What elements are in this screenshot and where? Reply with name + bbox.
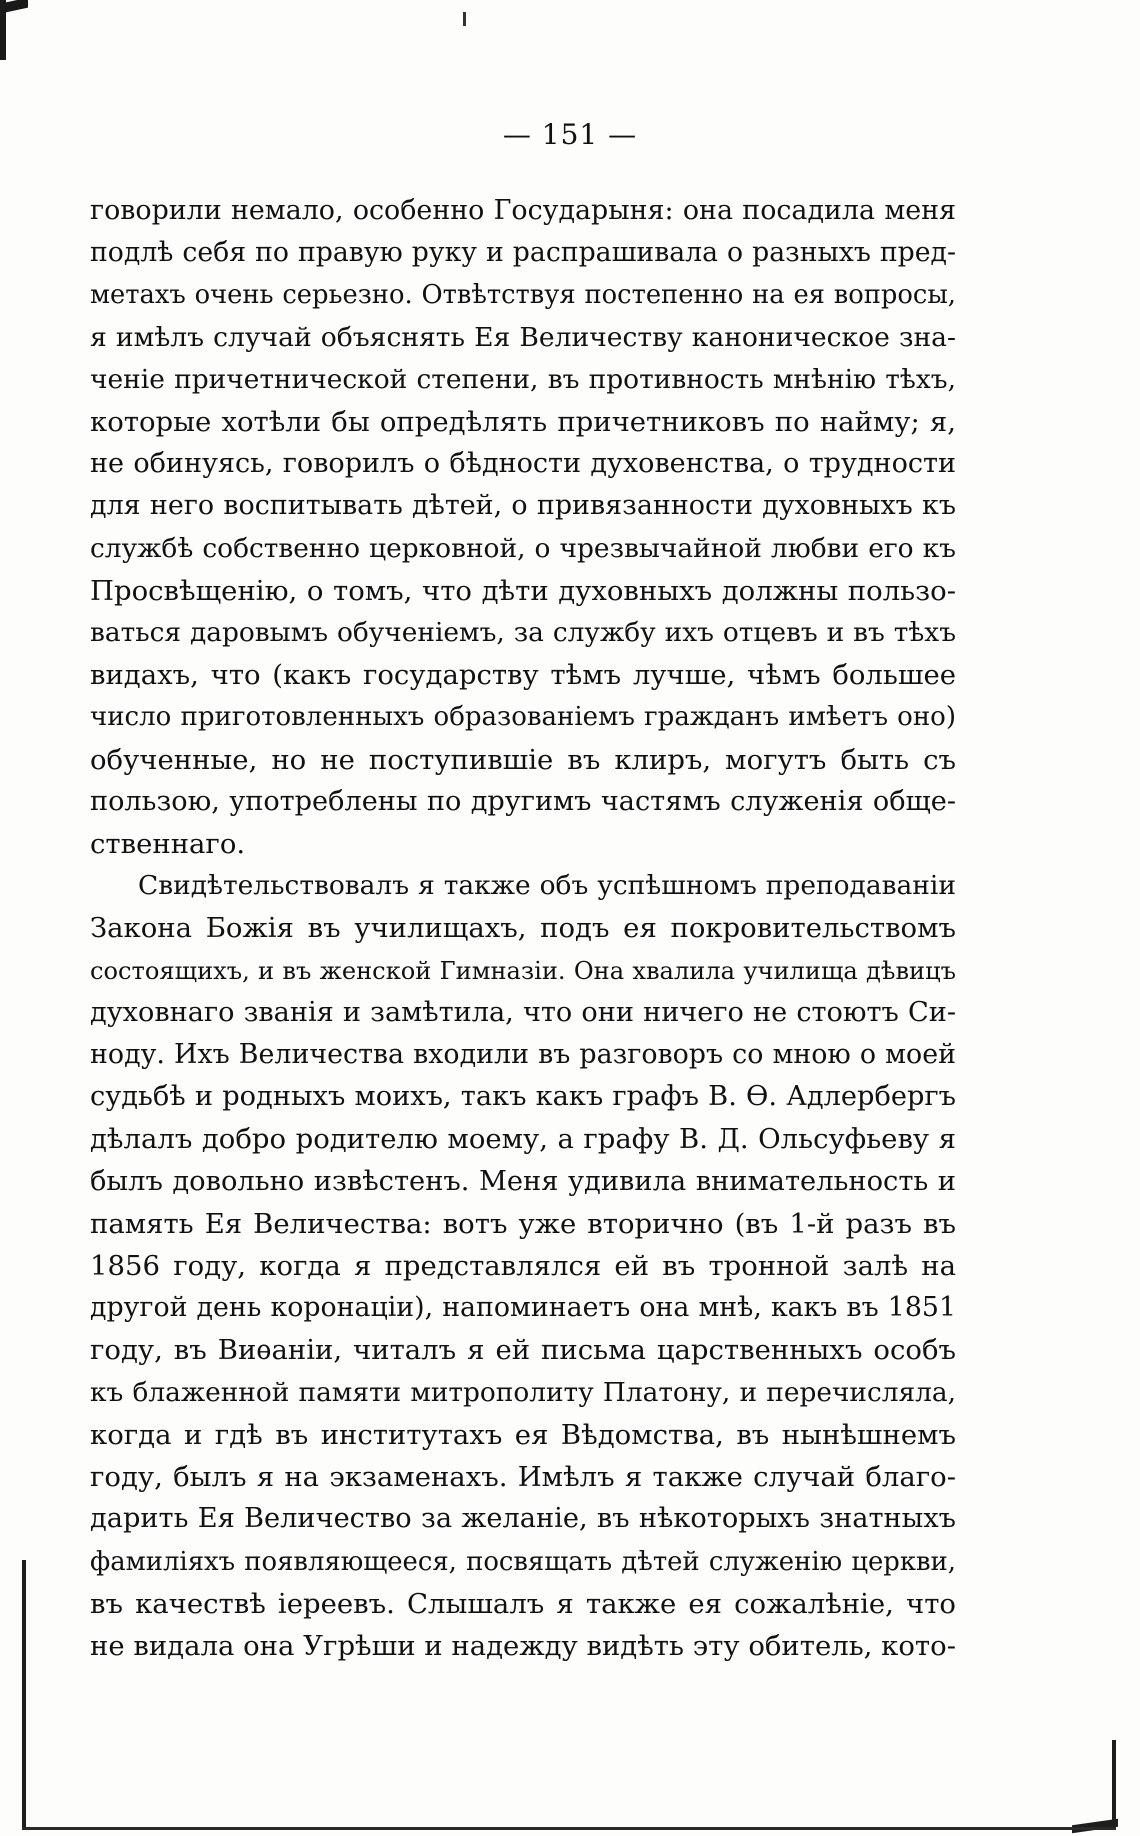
text-line: число приготовленныхъ образованіемъ гражданъ имѣетъ оно) [90, 702, 956, 733]
text-line: ноду. Ихъ Величества входили въ разговоръ со мною о моей [90, 1039, 956, 1071]
text-line: году, въ Виѳаніи, читалъ я ей письма царственныхъ особъ [90, 1334, 956, 1367]
text-line: говорили немало, особенно Государыня: она посадила меня [90, 195, 956, 226]
text-line: году, былъ я на экзаменахъ. Имѣлъ я также случай благо- [90, 1461, 956, 1494]
text-line: 1856 году, когда я представлялся ей въ тронной залѣ на [90, 1250, 956, 1283]
text-line: Просвѣщенію, о томъ, что дѣти духовныхъ должны пользо- [90, 574, 956, 607]
text-line: состоящихъ, и въ женской Гимназіи. Она хвалила училища дѣвицъ [90, 956, 956, 985]
text-line: метахъ очень серьезно. Отвѣтствуя постепенно на ея вопросы, [90, 280, 956, 311]
text-line: я имѣлъ случай объяснять Ея Величеству каноническое зна- [90, 321, 956, 353]
text-line: Свидѣтельствовалъ я также объ успѣшномъ преподаваніи [138, 870, 956, 902]
paragraph-1 [90, 190, 956, 865]
scan-edge-left [22, 1560, 26, 1830]
text-line: которые хотѣли бы опредѣлять причетниковъ по найму; я, [90, 406, 956, 439]
text-line: фамиліяхъ появляющееся, посвящать дѣтей служенію церкви, [90, 1546, 956, 1577]
text-line: ченіе причетнической степени, въ противность мнѣнію тѣхъ, [90, 363, 956, 395]
text-line: подлѣ себя по правую руку и распрашивала о разныхъ пред- [90, 237, 956, 269]
text-line: пользою, употреблены по другимъ частямъ служенія обще- [90, 785, 956, 817]
scan-edge-right [1112, 1740, 1116, 1830]
scan-mark [463, 12, 466, 26]
text-line: ственнаго. [90, 828, 246, 861]
text-line: Закона Божія въ училищахъ, подъ ея покровительствомъ [90, 912, 956, 945]
text-line: не обинуясь, говорилъ о бѣдности духовенства, о трудности [90, 448, 956, 480]
text-line: судьбѣ и родныхъ моихъ, такъ какъ графъ В. Ѳ. Адлербергъ [90, 1081, 956, 1113]
text-line: былъ довольно извѣстенъ. Меня удивила внимательность и [90, 1165, 956, 1197]
text-line: другой день коронаціи), напоминаетъ она мнѣ, какъ въ 1851 [90, 1292, 956, 1324]
scan-edge-top-left [0, 0, 30, 60]
text-line: духовнаго званія и замѣтила, что они ничего не стоютъ Си- [90, 996, 956, 1028]
text-line: ваться даровымъ обученіемъ, за службу ихъ отцевъ и въ тѣхъ [90, 617, 956, 649]
text-line: службѣ собственно церковной, о чрезвычайной любви его къ [90, 532, 956, 564]
text-line: въ качествѣ іереевъ. Слышалъ я также ея сожалѣніе, что [90, 1587, 956, 1620]
text-line: когда и гдѣ въ институтахъ ея Вѣдомства, въ нынѣшнемъ [90, 1418, 956, 1451]
text-line: не видала она Угрѣши и надежду видѣть эту обитель, кото- [90, 1629, 956, 1662]
body-text [90, 190, 956, 1667]
scan-edge-bottom [22, 1827, 1116, 1830]
text-line: для него воспитывать дѣтей, о привязанности духовныхъ къ [90, 490, 956, 522]
text-line: память Ея Величества: вотъ уже вторично (въ 1-й разъ въ [90, 1207, 956, 1240]
text-line: дѣлалъ добро родителю моему, а графу В. Д. Ольсуфьеву я [90, 1123, 956, 1156]
paragraph-2 [90, 865, 956, 1667]
text-line: дарить Ея Величество за желаніе, въ нѣкоторыхъ знатныхъ [90, 1503, 956, 1535]
text-line: обученные, но не поступившіе въ клиръ, могутъ быть съ [90, 743, 956, 776]
text-line: видахъ, что (какъ государству тѣмъ лучше, чѣмъ большее [90, 659, 956, 692]
page-number: — 151 — [502, 118, 638, 151]
text-line: къ блаженной памяти митрополиту Платону, и перечисляла, [90, 1377, 956, 1408]
